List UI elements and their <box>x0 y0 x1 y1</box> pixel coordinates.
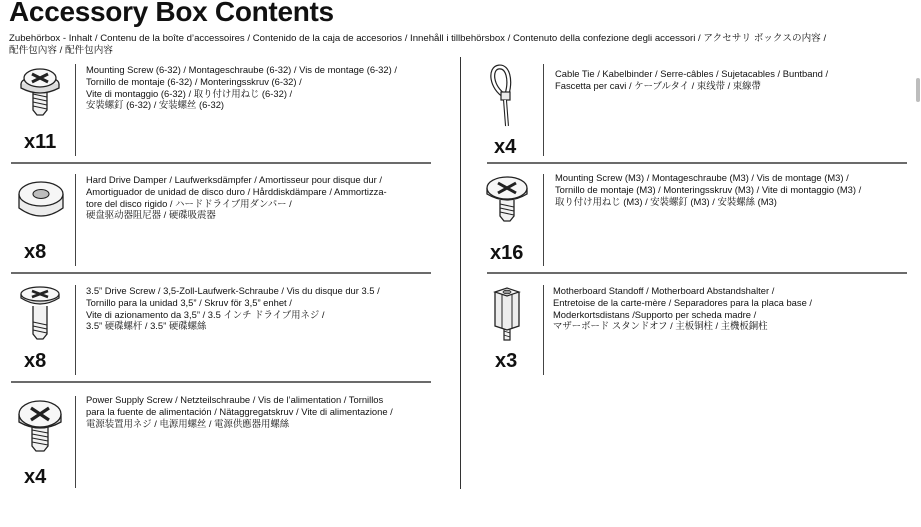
description-line: 3.5” 硬碟螺杆 / 3.5” 硬碟螺絲 <box>86 320 207 332</box>
quantity-label: x16 <box>490 242 524 264</box>
item-description <box>86 64 397 111</box>
item-description <box>555 172 861 207</box>
drive-screw-3-5-icon <box>18 284 62 344</box>
item-description <box>86 394 393 429</box>
description-line: Tornillo de montaje (M3) / Monteringsskruv (M3) / Vite di montaggio (M3) / <box>555 183 862 195</box>
description-line: マザーボード スタンドオフ / 主板铜柱 / 主機板銅柱 <box>553 320 768 332</box>
description-line: 安裝螺釘 (6-32) / 安装螺丝 (6-32) <box>86 99 225 111</box>
description-line: Vite di azionamento da 3,5” / 3.5 インチ ドライブ用ネジ / <box>86 308 325 320</box>
quantity-label: x11 <box>24 131 57 153</box>
quantity-label: x3 <box>495 350 518 372</box>
motherboard-standoff-icon <box>490 284 524 344</box>
item-bar <box>75 285 76 375</box>
cable-tie-icon <box>485 62 525 132</box>
description-line: Fascetta per cavi / ケーブルタイ / 束线带 / 束線帶 <box>555 79 761 91</box>
description-line: Hard Drive Damper / Laufwerksdämpfer / Amortisseur pour disque dur / <box>86 174 382 185</box>
row-divider <box>11 162 431 164</box>
item-description <box>86 285 380 332</box>
quantity-label: x8 <box>24 350 47 372</box>
description-line: 3.5” Drive Screw / 3,5-Zoll-Laufwerk-Schraube / Vis du disque dur 3.5 / <box>86 285 380 296</box>
description-line: Vite di montaggio (6-32) / 取り付け用ねじ (6-32) / <box>86 87 293 99</box>
subtitle-translations: Zubehörbox - Inhalt / Contenu de la boîte d’accessoires / Contenido de la caja de accesorios / Innehåll i tillbehörsbox / Contenuto della confezione degli accessori / アクセサリ ボックスの内容 / <box>9 33 827 44</box>
item-bar <box>75 396 76 488</box>
item-description <box>555 68 828 92</box>
description-line: tore del disco rigido / ハードドライブ用ダンパー / <box>86 197 292 209</box>
description-line: 取り付け用ねじ (M3) / 安裝螺釘 (M3) / 安裝螺絲 (M3) <box>555 195 777 207</box>
description-line: Entretoise de la carte-mère / Separadores para la placa base / <box>553 296 812 308</box>
description-line: Moderkortsdistans /Supporto per scheda madre / <box>553 308 757 320</box>
mounting-screw-6-32-icon <box>18 62 62 118</box>
row-divider <box>11 272 431 274</box>
quantity-label: x4 <box>494 136 517 158</box>
description-line: Motherboard Standoff / Motherboard Abstandshalter / <box>553 285 775 296</box>
description-line: 硬盘驱动器阻尼器 / 硬碟吸震器 <box>86 209 216 221</box>
scrollbar-thumb[interactable] <box>916 78 920 102</box>
row-divider <box>11 381 431 383</box>
description-line: Amortiguador de unidad de disco duro / Hårddiskdämpare / Ammortizza- <box>86 185 387 197</box>
page-title: Accessory Box Contents <box>9 0 334 27</box>
mounting-screw-m3-icon <box>484 174 530 224</box>
item-bar <box>543 64 544 156</box>
description-line: Tornillo para la unidad 3,5” / Skruv för 3,5” enhet / <box>86 296 292 308</box>
description-line: 電源装置用ネジ / 电源用螺丝 / 電源供應器用螺絲 <box>86 417 290 429</box>
description-line: para la fuente de alimentación / Nätaggregatskruv / Vite di alimentazione / <box>86 405 393 417</box>
hard-drive-damper-icon <box>16 178 66 224</box>
description-line: Mounting Screw (M3) / Montageschraube (M3) / Vis de montage (M3) / <box>555 172 849 183</box>
quantity-label: x8 <box>24 241 47 263</box>
subtitle-translations-chinese: 配件包內容 / 配件包内容 <box>9 45 113 56</box>
item-bar <box>75 174 76 266</box>
quantity-label: x4 <box>24 466 47 488</box>
power-supply-screw-icon <box>16 396 64 454</box>
description-line: Cable Tie / Kabelbinder / Serre-câbles / Sujetacables / Buntband / <box>555 68 829 79</box>
description-line: Mounting Screw (6-32) / Montageschraube (6-32) / Vis de montage (6-32) / <box>86 64 397 75</box>
item-bar <box>75 64 76 156</box>
description-line: Tornillo de montaje (6-32) / Monteringsskruv (6-32) / <box>86 75 302 87</box>
description-line: Power Supply Screw / Netzteilschraube / Vis de l’alimentation / Tornillos <box>86 394 384 405</box>
item-bar <box>543 174 544 266</box>
item-bar <box>543 285 544 375</box>
item-description <box>553 285 812 332</box>
row-divider <box>487 162 907 164</box>
column-divider <box>460 57 461 489</box>
row-divider <box>487 272 907 274</box>
item-description <box>86 174 387 221</box>
